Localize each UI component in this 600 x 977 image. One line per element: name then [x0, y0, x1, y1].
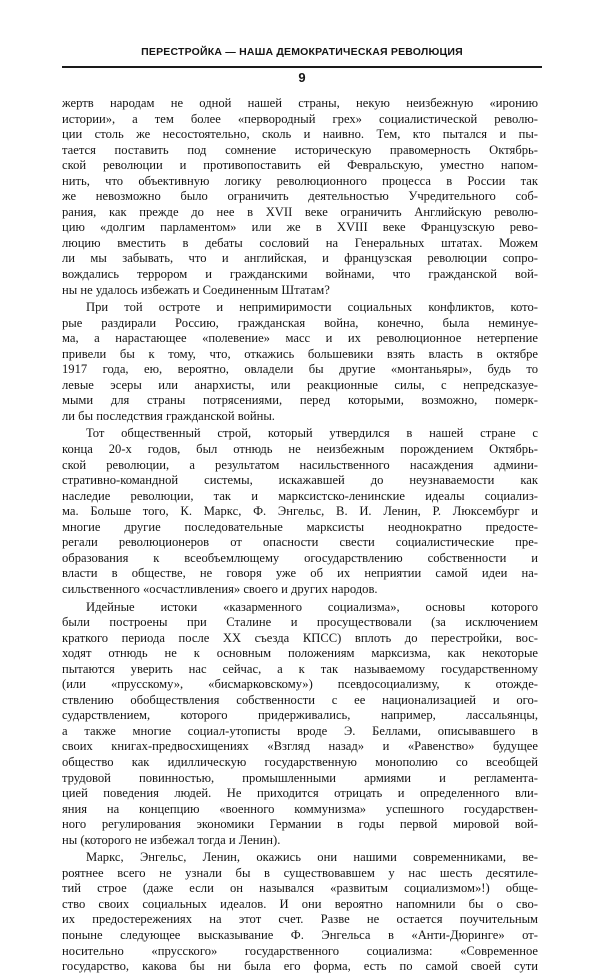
text-line: ли бы последствия гражданской войны.: [62, 408, 275, 423]
text-line: стративно-командной системы, искажавшей до неузнаваемости как: [62, 473, 538, 488]
text-line: яния на концепцию «военного коммунизма» успешного государствен-: [62, 801, 538, 816]
text-line: ство своих социальных идеалов. И они вероятно напомнили бы о сво-: [62, 896, 538, 911]
body-text: [62, 96, 538, 977]
text-line: сударствлением, которого придерживались, например, лассальянцы,: [62, 708, 538, 723]
text-line: были построены при Сталине и просуществовали (за исключением: [62, 615, 538, 630]
text-line: ции столь же несостоятельно, сколь и наивно. Тем, кто пытался и пы-: [62, 127, 538, 142]
paragraph: [62, 426, 538, 597]
text-line: пытаются уверить нас сейчас, а к так называемому государственному: [62, 661, 538, 676]
paragraph: [62, 600, 538, 849]
text-line: ма. Больше того, К. Маркс, Ф. Энгельс, В. И. Ленин, Р. Люксембург и: [62, 504, 538, 519]
text-line: (или «прусскому», «бисмарковскому») псевдосоциализму, к отожде-: [62, 677, 538, 692]
text-line: ны (которого не избежал тогда и Ленин).: [62, 832, 281, 847]
paragraph: [62, 300, 538, 424]
text-line: государство, какова бы ни была его форма, есть по самой своей сути: [62, 959, 538, 974]
text-line: многие другие последовательные марксисты неоднократно предосте-: [62, 519, 538, 534]
page-number: 9: [298, 70, 306, 85]
text-line: поныне следующее высказывание Ф. Энгельса в «Анти-Дюринге» от-: [62, 927, 538, 942]
text-line: трудовой повинностью, промышленными армиями и регламента-: [62, 770, 538, 785]
text-line: ской революции и противопоставить ей Февральскую, уместно напом-: [62, 158, 538, 173]
paragraph: [62, 850, 538, 974]
text-line: конца 20-х годов, был отнюдь не неизбежным порождением Октябрь-: [62, 442, 538, 457]
text-line: тий строе (даже если он назывался «развитым социализмом»!) обще-: [62, 881, 538, 896]
text-line: мыми для страны потрясениями, перед которыми, возможно, померк-: [62, 393, 538, 408]
text-line: носительно «прусского» государственного социализма: «Современное: [62, 943, 538, 958]
text-line: тается поставить под сомнение историческую правомерность Октябрь-: [62, 142, 538, 157]
text-line: наследие революции, так и марксистско-ленинские идеалы социализ-: [62, 488, 538, 503]
text-line: рые раздирали Россию, гражданская война, конечно, была неминуе-: [62, 315, 538, 330]
text-line: люцию вместить в дебаты сословий на Генеральных штатах. Можем: [62, 235, 538, 250]
text-line: сильственного «осчастливления» своего и других народов.: [62, 581, 378, 596]
text-line: ской революции, а результатом насильственного насаждения админи-: [62, 457, 538, 472]
text-line: своих книгах-предвосхищениях «Взгляд назад» и «Равенство» будущее: [62, 739, 538, 754]
text-line: цией поведения людей. Не приходится отрицать и определенного вли-: [62, 786, 538, 801]
text-line: рания, как прежде до нее в XVII веке ограничить Английскую револю-: [62, 204, 538, 219]
running-head: ПЕРЕСТРОЙКА — НАША ДЕМОКРАТИЧЕСКАЯ РЕВОЛЮЦИЯ: [141, 46, 463, 58]
text-line: роятнее всего не узнали бы в существовавшем у нас шесть десятиле-: [62, 865, 538, 880]
text-line: ны не удалось избежать и Соединенным Штатам?: [62, 282, 330, 297]
text-line: ствлению обобществления собственности с ее национализацией и ого-: [62, 692, 538, 707]
text-line: цию «долгим парламентом» или же в XVIII веке Французскую рево-: [62, 220, 538, 235]
text-line: вождались террором и гражданскими войнами, что гражданской вой-: [62, 267, 538, 282]
text-line: их предостережениях на этот счет. Разве не остается поучительным: [62, 912, 538, 927]
text-line: жертв народам не одной нашей страны, некую неизбежную «иронию: [62, 96, 538, 110]
text-line: ного регулирования экономики Германии в годы первой мировой вой-: [62, 817, 538, 832]
text-line: Маркс, Энгельс, Ленин, окажись они нашими современниками, ве-: [86, 850, 538, 865]
text-line: Идейные истоки «казарменного социализма», основы которого: [86, 599, 538, 614]
text-line: При той остроте и непримиримости социальных конфликтов, кото-: [86, 300, 538, 315]
text-line: власти в обществе, не говоря уже об их неприятии самой идеи на-: [62, 566, 538, 581]
text-line: же невозможно было ограничить деятельностью Учредительного соб-: [62, 189, 538, 204]
text-line: истории», а тем более «первородный грех» социалистической револю-: [62, 111, 538, 126]
text-line: ли мы забывать, что и английская, и французская революции сопро-: [62, 251, 538, 266]
text-line: 1917 года, ею, вероятно, овладели бы другие «монтаньяры», будь то: [62, 362, 538, 377]
paragraph: [62, 96, 538, 298]
text-line: образования к всеобъемлющему огосударствлению собственности и: [62, 550, 538, 565]
text-line: нить, что объективную логику революционного процесса в России так: [62, 173, 538, 188]
text-line: Тот общественный строй, который утвердился в нашей стране с: [86, 426, 538, 441]
text-line: ходят отнюдь не к основным положениям марксизма, как некоторые: [62, 646, 538, 661]
text-line: а также многие социал-утописты вроде Э. Беллами, описывавшего в: [62, 723, 538, 738]
text-line: привели бы к тому, что, откажись большевики взять власть в октябре: [62, 346, 538, 361]
text-line: общество как идиллическую государственную монополию со всеобщей: [62, 754, 538, 769]
text-line: краткого периода после XX съезда КПСС) вплоть до перестройки, вос-: [62, 630, 538, 645]
text-line: левые эсеры или анархисты, или реакционные силы, с непредсказуе-: [62, 377, 538, 392]
text-line: регали революционеров от опасности свести социалистические пре-: [62, 535, 538, 550]
header-rule: [62, 66, 542, 68]
text-line: ма, а нарастающее «полевение» масс и их революционное нетерпение: [62, 331, 538, 346]
